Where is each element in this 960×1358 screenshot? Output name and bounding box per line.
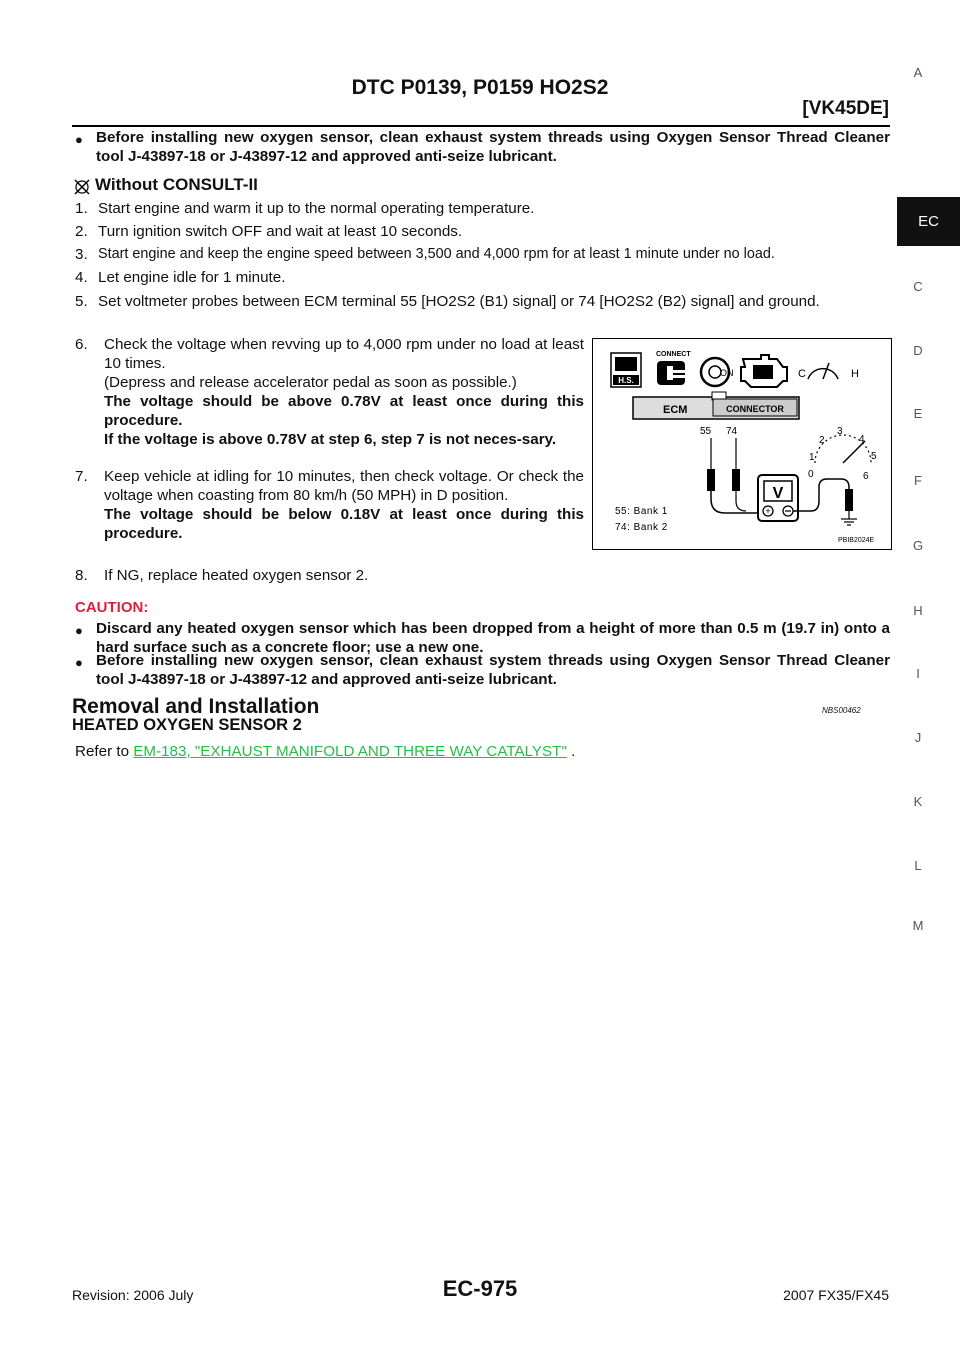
section-heading: Removal and Installation: [72, 695, 320, 718]
bank-2-label: 74: Bank 2: [615, 522, 668, 533]
svg-text:H: H: [851, 368, 859, 380]
section-title: Without CONSULT-II: [95, 175, 258, 194]
index-ec-active[interactable]: EC: [897, 197, 960, 246]
terminal-74: 74: [726, 426, 738, 437]
svg-text:5: 5: [871, 451, 877, 462]
step-number: 4.: [75, 269, 88, 286]
bullet-icon: ●: [75, 132, 83, 147]
index-i[interactable]: I: [916, 666, 920, 681]
index-a[interactable]: A: [913, 65, 923, 80]
top-bullet-text: Before installing new oxygen sensor, clean exhaust system threads using Oxygen Sensor Thread Cleaner tool J-43897-18 or J-43897-12 and approved anti-seize lubricant.: [96, 129, 890, 165]
index-d[interactable]: D: [913, 343, 923, 358]
step-text: Let engine idle for 1 minute.: [98, 269, 286, 286]
refer-label: Refer to: [75, 743, 130, 760]
step-bold-result: The voltage should be below 0.18V at least once during this procedure.: [104, 506, 584, 542]
page-title: DTC P0139, P0159 HO2S2: [351, 76, 609, 99]
index-j[interactable]: J: [914, 730, 922, 745]
step-text: If NG, replace heated oxygen sensor 2.: [104, 567, 369, 584]
reference-link[interactable]: EM-183, "EXHAUST MANIFOLD AND THREE WAY CATALYST": [133, 743, 567, 760]
tachometer-gauge: [808, 426, 877, 482]
step-text: Turn ignition switch OFF and wait at least 10 seconds.: [98, 223, 463, 240]
svg-text:CONNECTOR: CONNECTOR: [726, 404, 784, 414]
svg-text:C: C: [798, 368, 806, 380]
probe-55: [707, 469, 715, 491]
step-text: Check the voltage when revving up to 4,000 rpm under no load at least 10 times.: [104, 336, 584, 372]
bank-1-label: 55: Bank 1: [615, 506, 668, 517]
step-number: 5.: [75, 293, 88, 310]
step-number: 1.: [75, 200, 88, 217]
index-h[interactable]: H: [913, 603, 923, 618]
step-bold-result: The voltage should be above 0.78V at least once during this procedure.: [104, 393, 584, 429]
svg-text:1: 1: [809, 452, 815, 463]
bullet-icon: ●: [75, 623, 83, 638]
figure-code: PBIB2024E: [838, 537, 875, 544]
index-e[interactable]: E: [913, 406, 923, 421]
subsection-heading: HEATED OXYGEN SENSOR 2: [72, 716, 302, 734]
index-l[interactable]: L: [914, 858, 922, 873]
step-number: 2.: [75, 223, 88, 240]
index-g[interactable]: G: [912, 538, 924, 553]
svg-text:ECM: ECM: [663, 404, 688, 416]
revision-date: Revision: 2006 July: [72, 1287, 194, 1303]
svg-text:0: 0: [808, 469, 814, 480]
step-text: Set voltmeter probes between ECM terminal 55 [HO2S2 (B1) signal] or 74 [HO2S2 (B2) signal] and ground.: [98, 293, 820, 310]
wiring-figure: [592, 338, 892, 550]
index-k[interactable]: K: [913, 794, 923, 809]
step-number: 8.: [75, 567, 88, 584]
svg-text:+: +: [765, 506, 771, 516]
section-code: NBS00462: [822, 706, 861, 715]
svg-text:6: 6: [863, 471, 869, 482]
index-c[interactable]: C: [913, 279, 923, 294]
svg-text:2: 2: [819, 435, 825, 446]
connect-label: CONNECT: [656, 351, 691, 358]
step-number: 7.: [75, 468, 88, 485]
svg-text:H.S.: H.S.: [618, 376, 634, 385]
step-6-block: [104, 335, 584, 449]
header-rule: [72, 125, 890, 127]
no-consult-icon: [72, 177, 92, 197]
bullet-icon: ●: [75, 655, 83, 670]
step-bold-note: If the voltage is above 0.78V at step 6, step 7 is not neces-sary.: [104, 431, 557, 448]
refer-line: [75, 742, 575, 761]
step-number: 3.: [75, 246, 88, 263]
step-text: Start engine and keep the engine speed between 3,500 and 4,000 rpm for at least 1 minute under no load.: [98, 246, 775, 262]
caution-label: CAUTION:: [75, 599, 149, 616]
step-7-block: [104, 467, 584, 543]
caution-item: Before installing new oxygen sensor, clean exhaust system threads using Oxygen Sensor Thread Cleaner tool J-43897-18 or J-43897-12 and approved anti-seize lubricant.: [96, 652, 890, 688]
step-number: 6.: [75, 336, 88, 353]
probe-74: [732, 469, 740, 491]
index-m[interactable]: M: [912, 918, 924, 933]
svg-text:4: 4: [859, 434, 865, 445]
svg-text:3: 3: [837, 426, 843, 437]
engine-code: [VK45DE]: [802, 98, 889, 119]
model-name: 2007 FX35/FX45: [783, 1287, 889, 1303]
step-text: Keep vehicle at idling for 10 minutes, then check voltage. Or check the voltage when coasting from 80 km/h (50 MPH) in D position.: [104, 468, 584, 504]
refer-period: .: [571, 743, 576, 760]
svg-text:V: V: [772, 485, 784, 502]
figure-drawing: [593, 339, 891, 549]
index-f[interactable]: F: [914, 473, 922, 488]
svg-text:ON: ON: [720, 368, 734, 378]
page-number: EC-975: [442, 1276, 518, 1301]
step-text: Start engine and warm it up to the normal operating temperature.: [98, 200, 535, 217]
step-note: (Depress and release accelerator pedal as soon as possible.): [104, 374, 517, 391]
terminal-55: 55: [700, 426, 712, 437]
ground-probe: [845, 489, 853, 511]
caution-item: Discard any heated oxygen sensor which has been dropped from a height of more than 0.5 m (19.7 in) onto a hard surface such as a concrete floor; use a new one.: [96, 620, 890, 656]
